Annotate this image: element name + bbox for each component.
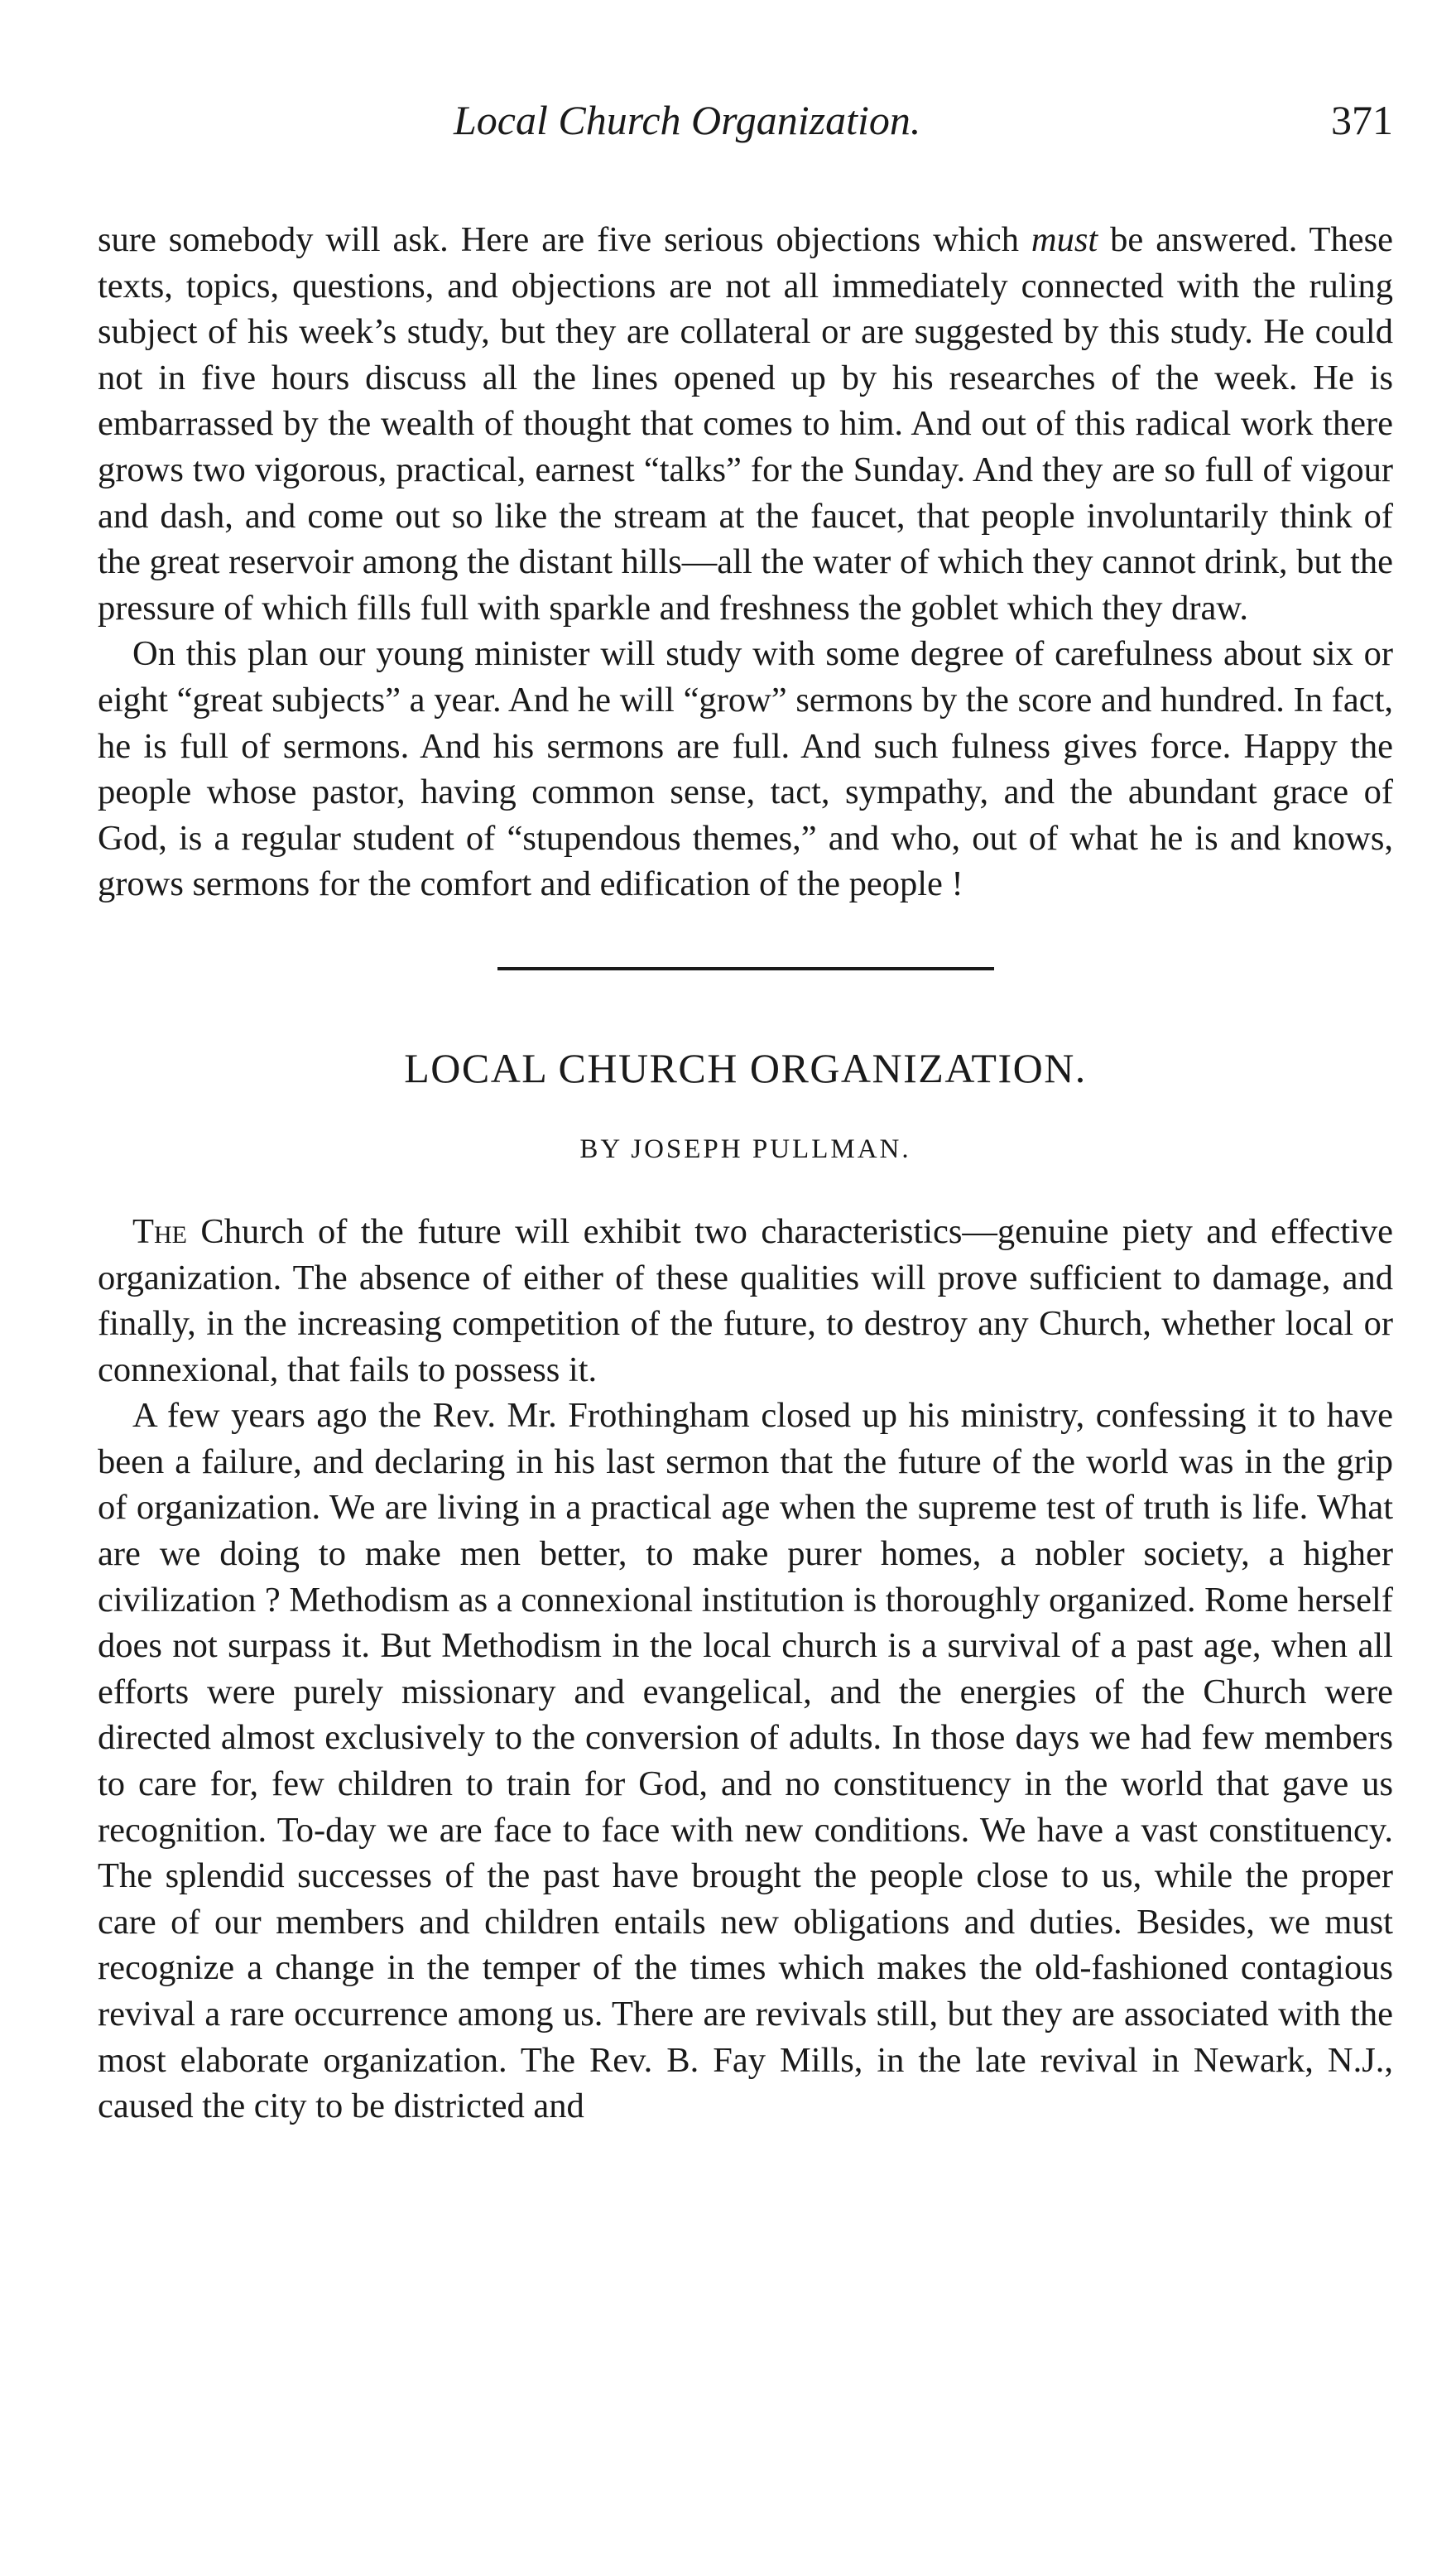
article-body [98,1209,1393,2130]
paragraph [98,217,1393,631]
running-head [98,91,1393,149]
paragraph-text: sure somebody will ask. Here are five serious objections which [98,220,1031,259]
drop-lead-word: The [132,1211,187,1251]
article-byline: BY JOSEPH PULLMAN. [579,1133,911,1164]
paragraph: On this plan our young minister will study with some degree of carefulness about six or eight “great subjects” a year. And he will “grow” sermons by the score and hundred. In fact, he is full of sermons. And his sermons are full. And such fulness gives force. Happy the people whose pastor, having common sense, tact, sympathy, and the abundant grace of God, is a regular student of “stupendous themes,” and who, out of what he is and knows, grows sermons for the comfort and edification of the people ! [98,634,1393,904]
page-number: 371 [1331,97,1393,143]
book-page [98,91,1393,2130]
paragraph [98,1209,1393,1393]
section-divider [497,967,994,970]
previous-article-conclusion [98,217,1393,907]
paragraph-text: Church of the future will exhibit two characteristics—genuine piety and effective organization. The absence of either of these qualities will prove sufficient to damage, and finally, in the increasing competition of the future, to destroy any Church, whether local or connexional, that fails to possess it. [98,1211,1393,1389]
paragraph: A few years ago the Rev. Mr. Frothingham closed up his ministry, confessing it to have been a failure, and declaring in his last sermon that the future of the world was in the grip of organization. We are living in a practical age when the supreme test of truth is life. What are we doing to make men better, to make purer homes, a nobler society, a higher civilization ? Methodism as a connexional institution is thoroughly organized. Rome herself does not surpass it. But Methodism in the local church is a survival of a past age, when all efforts were purely missionary and evangelical, and the energies of the Church were directed almost exclusively to the conversion of adults. In those days we had few members to care for, few children to train for God, and no constituency in the world that gave us recognition. To-day we are face to face with new conditions. We have a vast constituency. The splendid successes of the past have brought the people close to us, while the proper care of our members and children entails new obligations and duties. Besides, we must recognize a change in the temper of the times which makes the old-fashioned contagious revival a rare occurrence among us. There are revivals still, but they are associated with the most elaborate organization. The Rev. B. Fay Mills, in the late revival in Newark, N.J., caused the city to be districted and [98,1396,1393,2126]
article-title: LOCAL CHURCH ORGANIZATION. [404,1044,1087,1091]
running-title: Local Church Organization. [454,97,921,143]
emphasized-word: must [1031,220,1098,259]
paragraph-text: be answered. These texts, topics, questions, and objections are not all immediately connected with the ruling subject of his week’s study, but they are collateral or are suggested by this study. He could not in five hours discuss all the lines opened up by his researches of the week. He is embarrassed by the wealth of thought that comes to him. And out of this radical work there grows two vigorous, practical, earnest “talks” for the Sunday. And they are so full of vigour and dash, and come out so like the stream at the faucet, that people involuntarily think of the great reservoir among the distant hills—all the water of which they cannot drink, but the pressure of which fills full with sparkle and freshness the goblet which they draw. [98,220,1393,628]
